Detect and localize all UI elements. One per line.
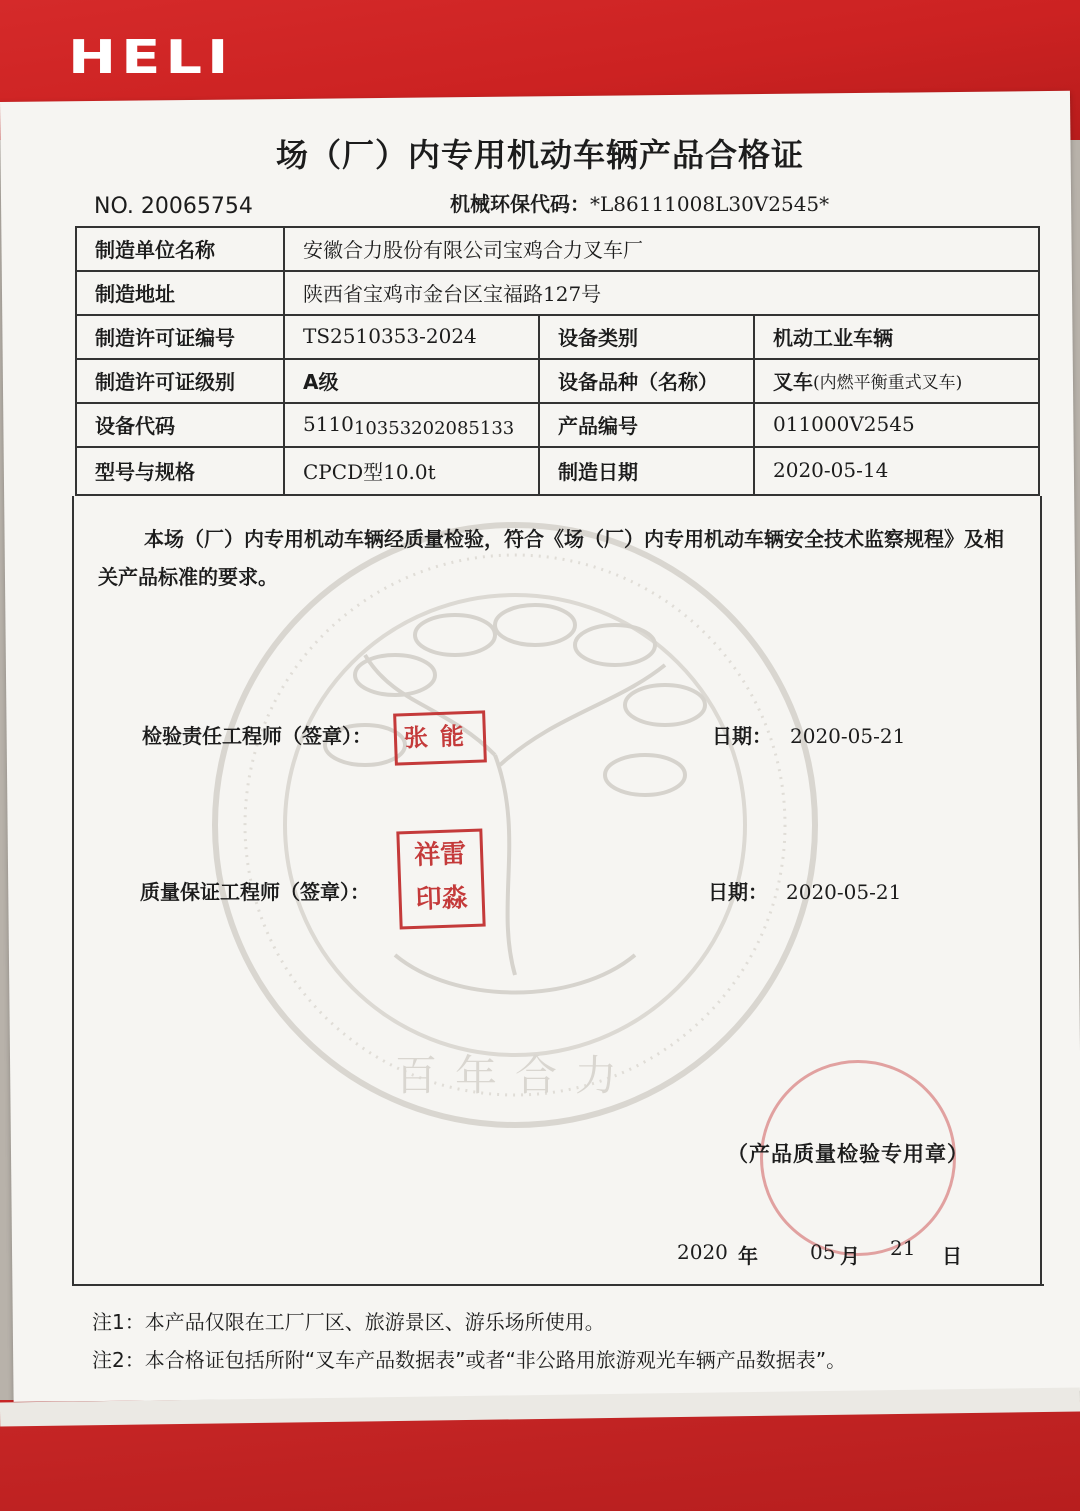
seal-month: 05 xyxy=(810,1240,836,1264)
table-row xyxy=(75,314,1040,358)
qa-stamp-line1: 祥雷 xyxy=(413,839,467,871)
seal-date xyxy=(677,1240,728,1264)
seal-month-unit: 月 xyxy=(840,1244,860,1268)
table-row xyxy=(75,270,1040,314)
no-label: NO. xyxy=(94,194,134,219)
compliance-statement xyxy=(98,520,1008,596)
qa-date xyxy=(708,876,901,905)
license-level-value: A级 xyxy=(303,369,339,394)
product-no-value: 011000V2545 xyxy=(773,412,915,436)
table-row xyxy=(75,446,1040,494)
seal-day: 21 xyxy=(890,1236,916,1260)
equipment-type-label: 设备类别 xyxy=(558,325,638,350)
table-row xyxy=(75,358,1040,402)
qa-date-value: 2020-05-21 xyxy=(786,880,902,904)
license-no-value: TS2510353-2024 xyxy=(303,324,477,348)
equipment-code-cell xyxy=(283,402,538,446)
license-level-label: 制造许可证级别 xyxy=(95,369,235,394)
manufacturer-label: 制造单位名称 xyxy=(95,237,215,262)
inspector-date xyxy=(712,720,905,749)
statement-text: 本场（厂）内专用机动车辆经质量检验，符合《场（厂）内专用机动车辆安全技术监察规程》及相关产品标准的要求。 xyxy=(98,527,1004,589)
note-1: 注1：本产品仅限在工厂厂区、旅游景区、游乐场所使用。 xyxy=(92,1310,605,1334)
equipment-kind-label: 设备品种（名称） xyxy=(558,369,718,394)
inspector-date-label: 日期： xyxy=(712,724,772,748)
qa-stamp xyxy=(396,829,485,930)
env-code-label: 机械环保代码： xyxy=(450,192,590,216)
qa-stamp-line2: 印淼 xyxy=(415,883,469,915)
seal-day-unit: 日 xyxy=(942,1244,962,1268)
mfg-date-label: 制造日期 xyxy=(558,459,638,484)
no-value: 20065754 xyxy=(140,194,253,219)
env-code-value: *L86111008L30V2545* xyxy=(590,192,830,216)
qa-date-label: 日期： xyxy=(708,880,768,904)
inspector-label: 检验责任工程师（签章）： xyxy=(142,724,372,748)
equipment-kind-cell xyxy=(753,358,1038,402)
table-row xyxy=(75,402,1040,446)
heli-logo: HELI xyxy=(68,30,234,84)
equipment-kind-value: 叉车 xyxy=(773,369,813,394)
product-no-label: 产品编号 xyxy=(558,413,638,438)
certificate-number xyxy=(94,194,253,219)
seal-caption: （产品质量检验专用章） xyxy=(727,1142,969,1166)
env-code xyxy=(450,188,829,217)
inspector-date-value: 2020-05-21 xyxy=(790,724,906,748)
equipment-code-value: 10353202085133 xyxy=(353,417,515,439)
frame-bottom-line xyxy=(72,1284,1044,1286)
equipment-kind-sub: (内燃平衡重式叉车) xyxy=(813,372,963,393)
frame-right-line xyxy=(1040,496,1042,1286)
equipment-code-label: 设备代码 xyxy=(95,413,175,438)
equipment-type-value: 机动工业车辆 xyxy=(773,325,893,350)
license-no-label: 制造许可证编号 xyxy=(95,325,235,350)
seal-month-wrap xyxy=(810,1240,835,1264)
equipment-code-prefix: 5110 xyxy=(303,412,354,436)
address-value: 陕西省宝鸡市金台区宝福路127号 xyxy=(303,281,602,306)
seal-year: 2020 xyxy=(677,1240,728,1264)
model-label: 型号与规格 xyxy=(95,459,195,484)
frame-left-line xyxy=(72,496,74,1286)
manufacturer-value: 安徽合力股份有限公司宝鸡合力叉车厂 xyxy=(303,237,643,262)
note-2: 注2：本合格证包括所附“叉车产品数据表”或者“非公路用旅游观光车辆产品数据表”。 xyxy=(92,1348,847,1372)
mfg-date-value: 2020-05-14 xyxy=(773,458,889,482)
address-label: 制造地址 xyxy=(95,281,175,306)
inspector-stamp: 张能 xyxy=(393,710,487,765)
model-value: CPCD型10.0t xyxy=(303,459,436,484)
qa-label: 质量保证工程师（签章）： xyxy=(140,880,370,904)
seal-year-unit: 年 xyxy=(738,1244,758,1268)
table-row xyxy=(75,226,1040,270)
seal-day-wrap xyxy=(890,1236,915,1260)
watermark-text: 百年合力 xyxy=(394,1051,636,1100)
certificate-title: 场（厂）内专用机动车辆产品合格证 xyxy=(275,136,804,174)
